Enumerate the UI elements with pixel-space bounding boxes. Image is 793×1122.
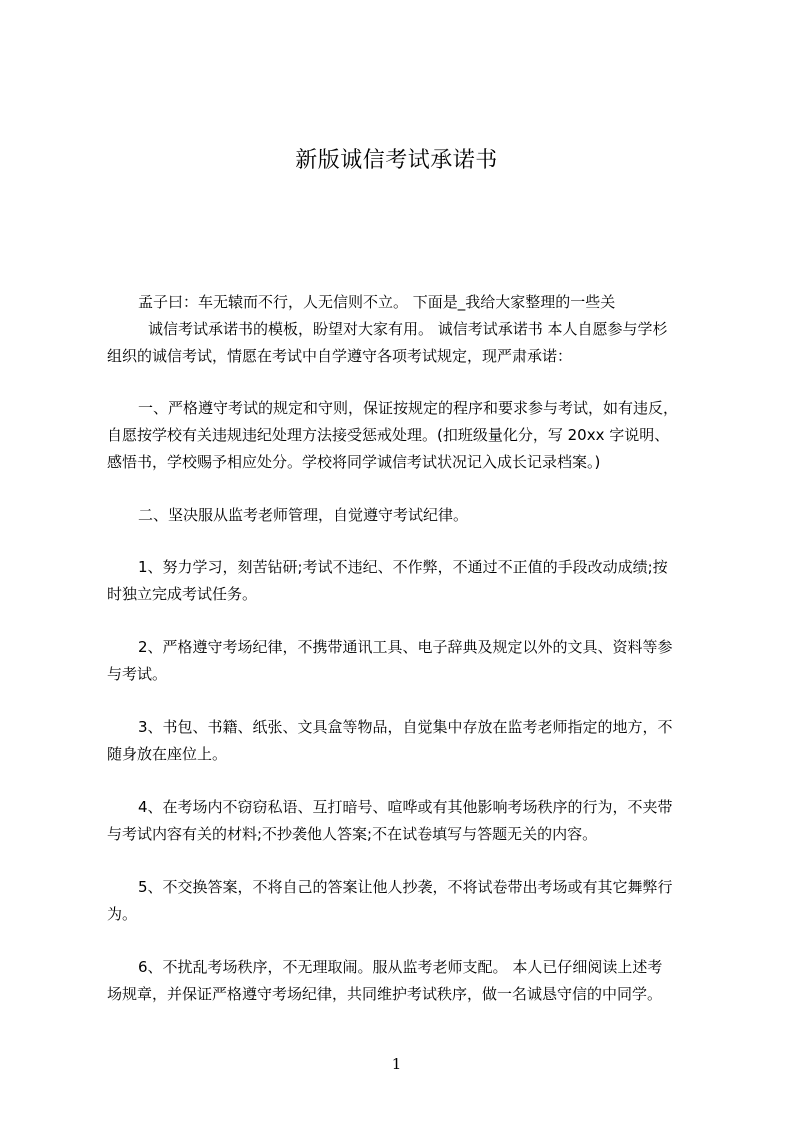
intro-line-1: 孟子曰：车无辕而不行，人无信则不立。 下面是_我给大家整理的一些关 (138, 293, 616, 311)
page-number: 1 (391, 1055, 402, 1073)
rule4-line-1: 4、在考场内不窃窃私语、互打暗号、喧哗或有其他影响考场秩序的行为，不夹带 (138, 798, 673, 816)
rule3-line-2: 随身放在座位上。 (107, 745, 228, 763)
rule3-line-1: 3、书包、书籍、纸张、文具盒等物品，自觉集中存放在监考老师指定的地方，不 (138, 718, 673, 736)
rule5-line-2: 为。 (107, 905, 138, 923)
intro-line-3: 组织的诚信考试，情愿在考试中自学遵守各项考试规定，现严肃承诺： (107, 347, 573, 365)
document-title: 新版诚信考试承诺书 (295, 148, 498, 173)
rule1-line-1: 1、努力学习，刻苦钻研;考试不违纪、不作弊，不通过不正值的手段改动成绩;按 (138, 558, 668, 576)
rule4-line-2: 与考试内容有关的材料;不抄袭他人答案;不在试卷填写与答题无关的内容。 (107, 825, 598, 843)
rule2-line-1: 2、严格遵守考场纪律，不携带通讯工具、电子辞典及规定以外的文具、资料等参 (138, 638, 673, 656)
item1-line-2: 自愿按学校有关违规违纪处理方法接受惩戒处理。(扣班级量化分，写 20xx 字说明、 (107, 426, 670, 444)
rule5-line-1: 5、不交换答案，不将自己的答案让他人抄袭，不将试卷带出考场或有其它舞弊行 (138, 878, 673, 896)
rule6-line-2: 场规章，并保证严格遵守考场纪律，共同维护考试秩序，做一名诚恳守信的中同学。 (107, 985, 663, 1003)
item2-line-1: 二、坚决服从监考老师管理，自觉遵守考试纪律。 (138, 506, 469, 524)
item1-line-1: 一、严格遵守考试的规定和守则，保证按规定的程序和要求参与考试，如有违反， (138, 399, 679, 417)
intro-line-2: 诚信考试承诺书的模板，盼望对大家有用。 诚信考试承诺书 本人自愿参与学杉 (148, 320, 668, 338)
rule6-line-1: 6、不扰乱考场秩序，不无理取闹。服从监考老师支配。 本人已仔细阅读上述考 (138, 958, 663, 976)
rule2-line-2: 与考试。 (107, 665, 168, 683)
rule1-line-2: 时独立完成考试任务。 (107, 585, 258, 603)
item1-line-3: 感悟书，学校赐予相应处分。学校将同学诚信考试状况记入成长记录档案。) (107, 453, 601, 471)
